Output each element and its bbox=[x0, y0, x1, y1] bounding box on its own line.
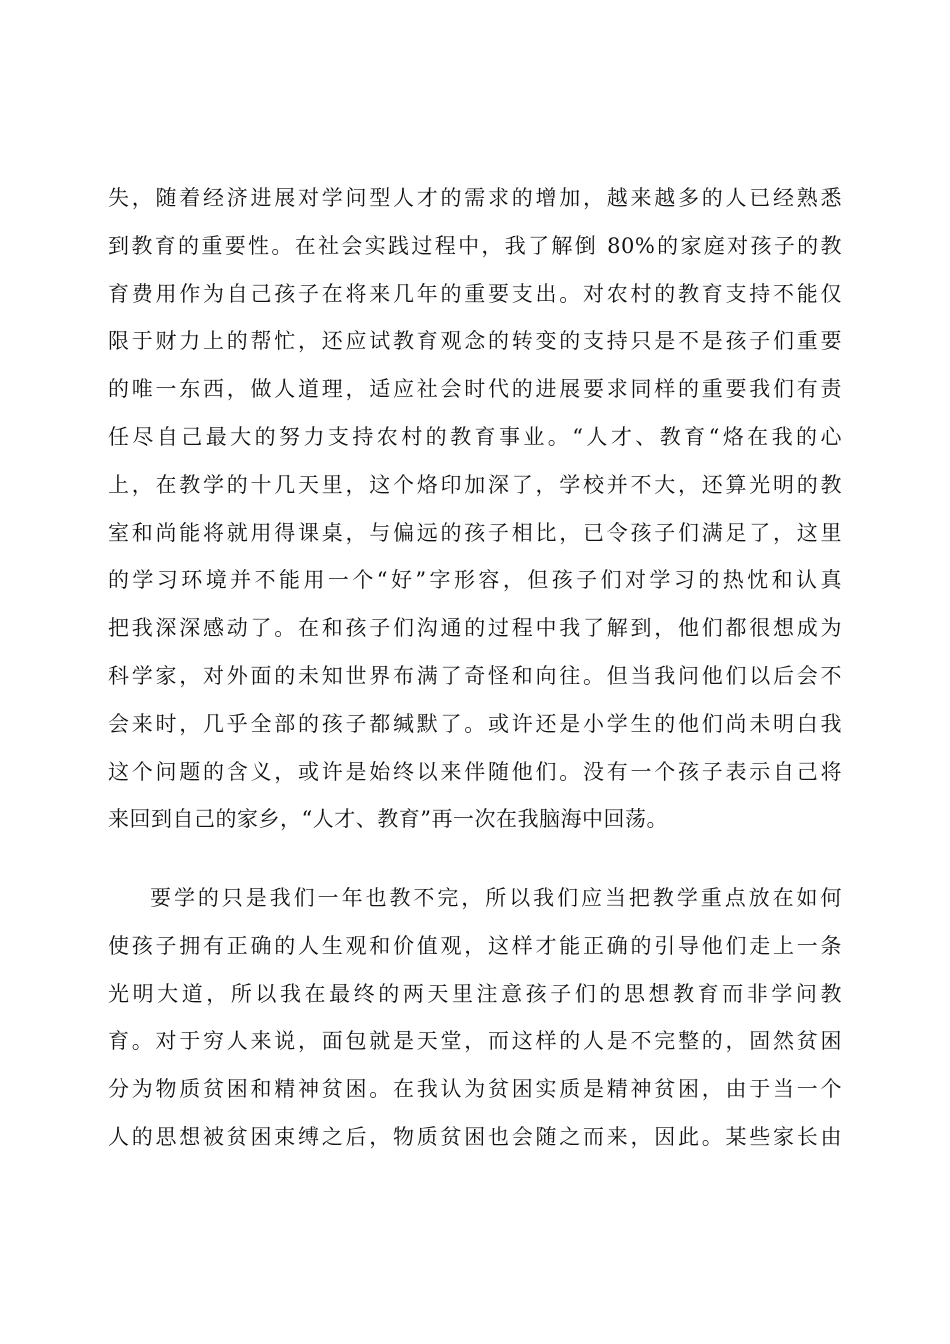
text-line: 任尽自己最大的努力支持农村的教育事业。“人才、教育“烙在我的心 bbox=[108, 424, 842, 449]
text-line: 来回到自己的家乡，“人才、教育”再一次在我脑海中回荡。 bbox=[108, 807, 668, 832]
text-line: 育。对于穷人来说，面包就是天堂，而这样的人是不完整的，固然贫困 bbox=[108, 1029, 842, 1054]
text-line: 限于财力上的帮忙，还应试教育观念的转变的支持只是不是孩子们重要 bbox=[108, 329, 842, 354]
paragraph-2 bbox=[108, 881, 842, 1168]
text-line: 上，在教学的十几天里，这个烙印加深了，学校并不大，还算光明的教 bbox=[108, 472, 842, 497]
text-line: 失，随着经济进展对学问型人才的需求的增加，越来越多的人已经熟悉 bbox=[108, 186, 842, 210]
text-line: 把我深深感动了。在和孩子们沟通的过程中我了解到，他们都很想成为 bbox=[108, 616, 842, 641]
paragraph-1 bbox=[108, 181, 842, 850]
text-line: 会来时，几乎全部的孩子都缄默了。或许还是小学生的他们尚未明白我 bbox=[108, 711, 842, 736]
text-line: 到教育的重要性。在社会实践过程中，我了解倒 80%的家庭对孩子的教 bbox=[108, 233, 842, 258]
text-line: 要学的只是我们一年也教不完，所以我们应当把教学重点放在如何 bbox=[150, 886, 842, 910]
text-line: 这个问题的含义，或许是始终以来伴随他们。没有一个孩子表示自己将 bbox=[108, 759, 842, 784]
text-line: 光明大道，所以我在最终的两天里注意孩子们的思想教育而非学问教 bbox=[108, 981, 842, 1006]
text-line: 科学家，对外面的未知世界布满了奇怪和向往。但当我问他们以后会不 bbox=[108, 663, 842, 688]
text-line: 室和尚能将就用得课桌，与偏远的孩子相比，已令孩子们满足了，这里 bbox=[108, 520, 842, 545]
text-line: 使孩子拥有正确的人生观和价值观，这样才能正确的引导他们走上一条 bbox=[108, 933, 842, 958]
text-line: 分为物质贫困和精神贫困。在我认为贫困实质是精神贫困，由于当一个 bbox=[108, 1077, 842, 1102]
text-line: 的学习环境并不能用一个“好”字形容，但孩子们对学习的热忱和认真 bbox=[108, 568, 842, 593]
text-line: 的唯一东西，做人道理，适应社会时代的进展要求同样的重要我们有责 bbox=[108, 377, 842, 402]
text-line: 育费用作为自己孩子在将来几年的重要支出。对农村的教育支持不能仅 bbox=[108, 281, 842, 306]
text-line: 人的思想被贫困束缚之后，物质贫困也会随之而来，因此。某些家长由 bbox=[108, 1124, 842, 1149]
